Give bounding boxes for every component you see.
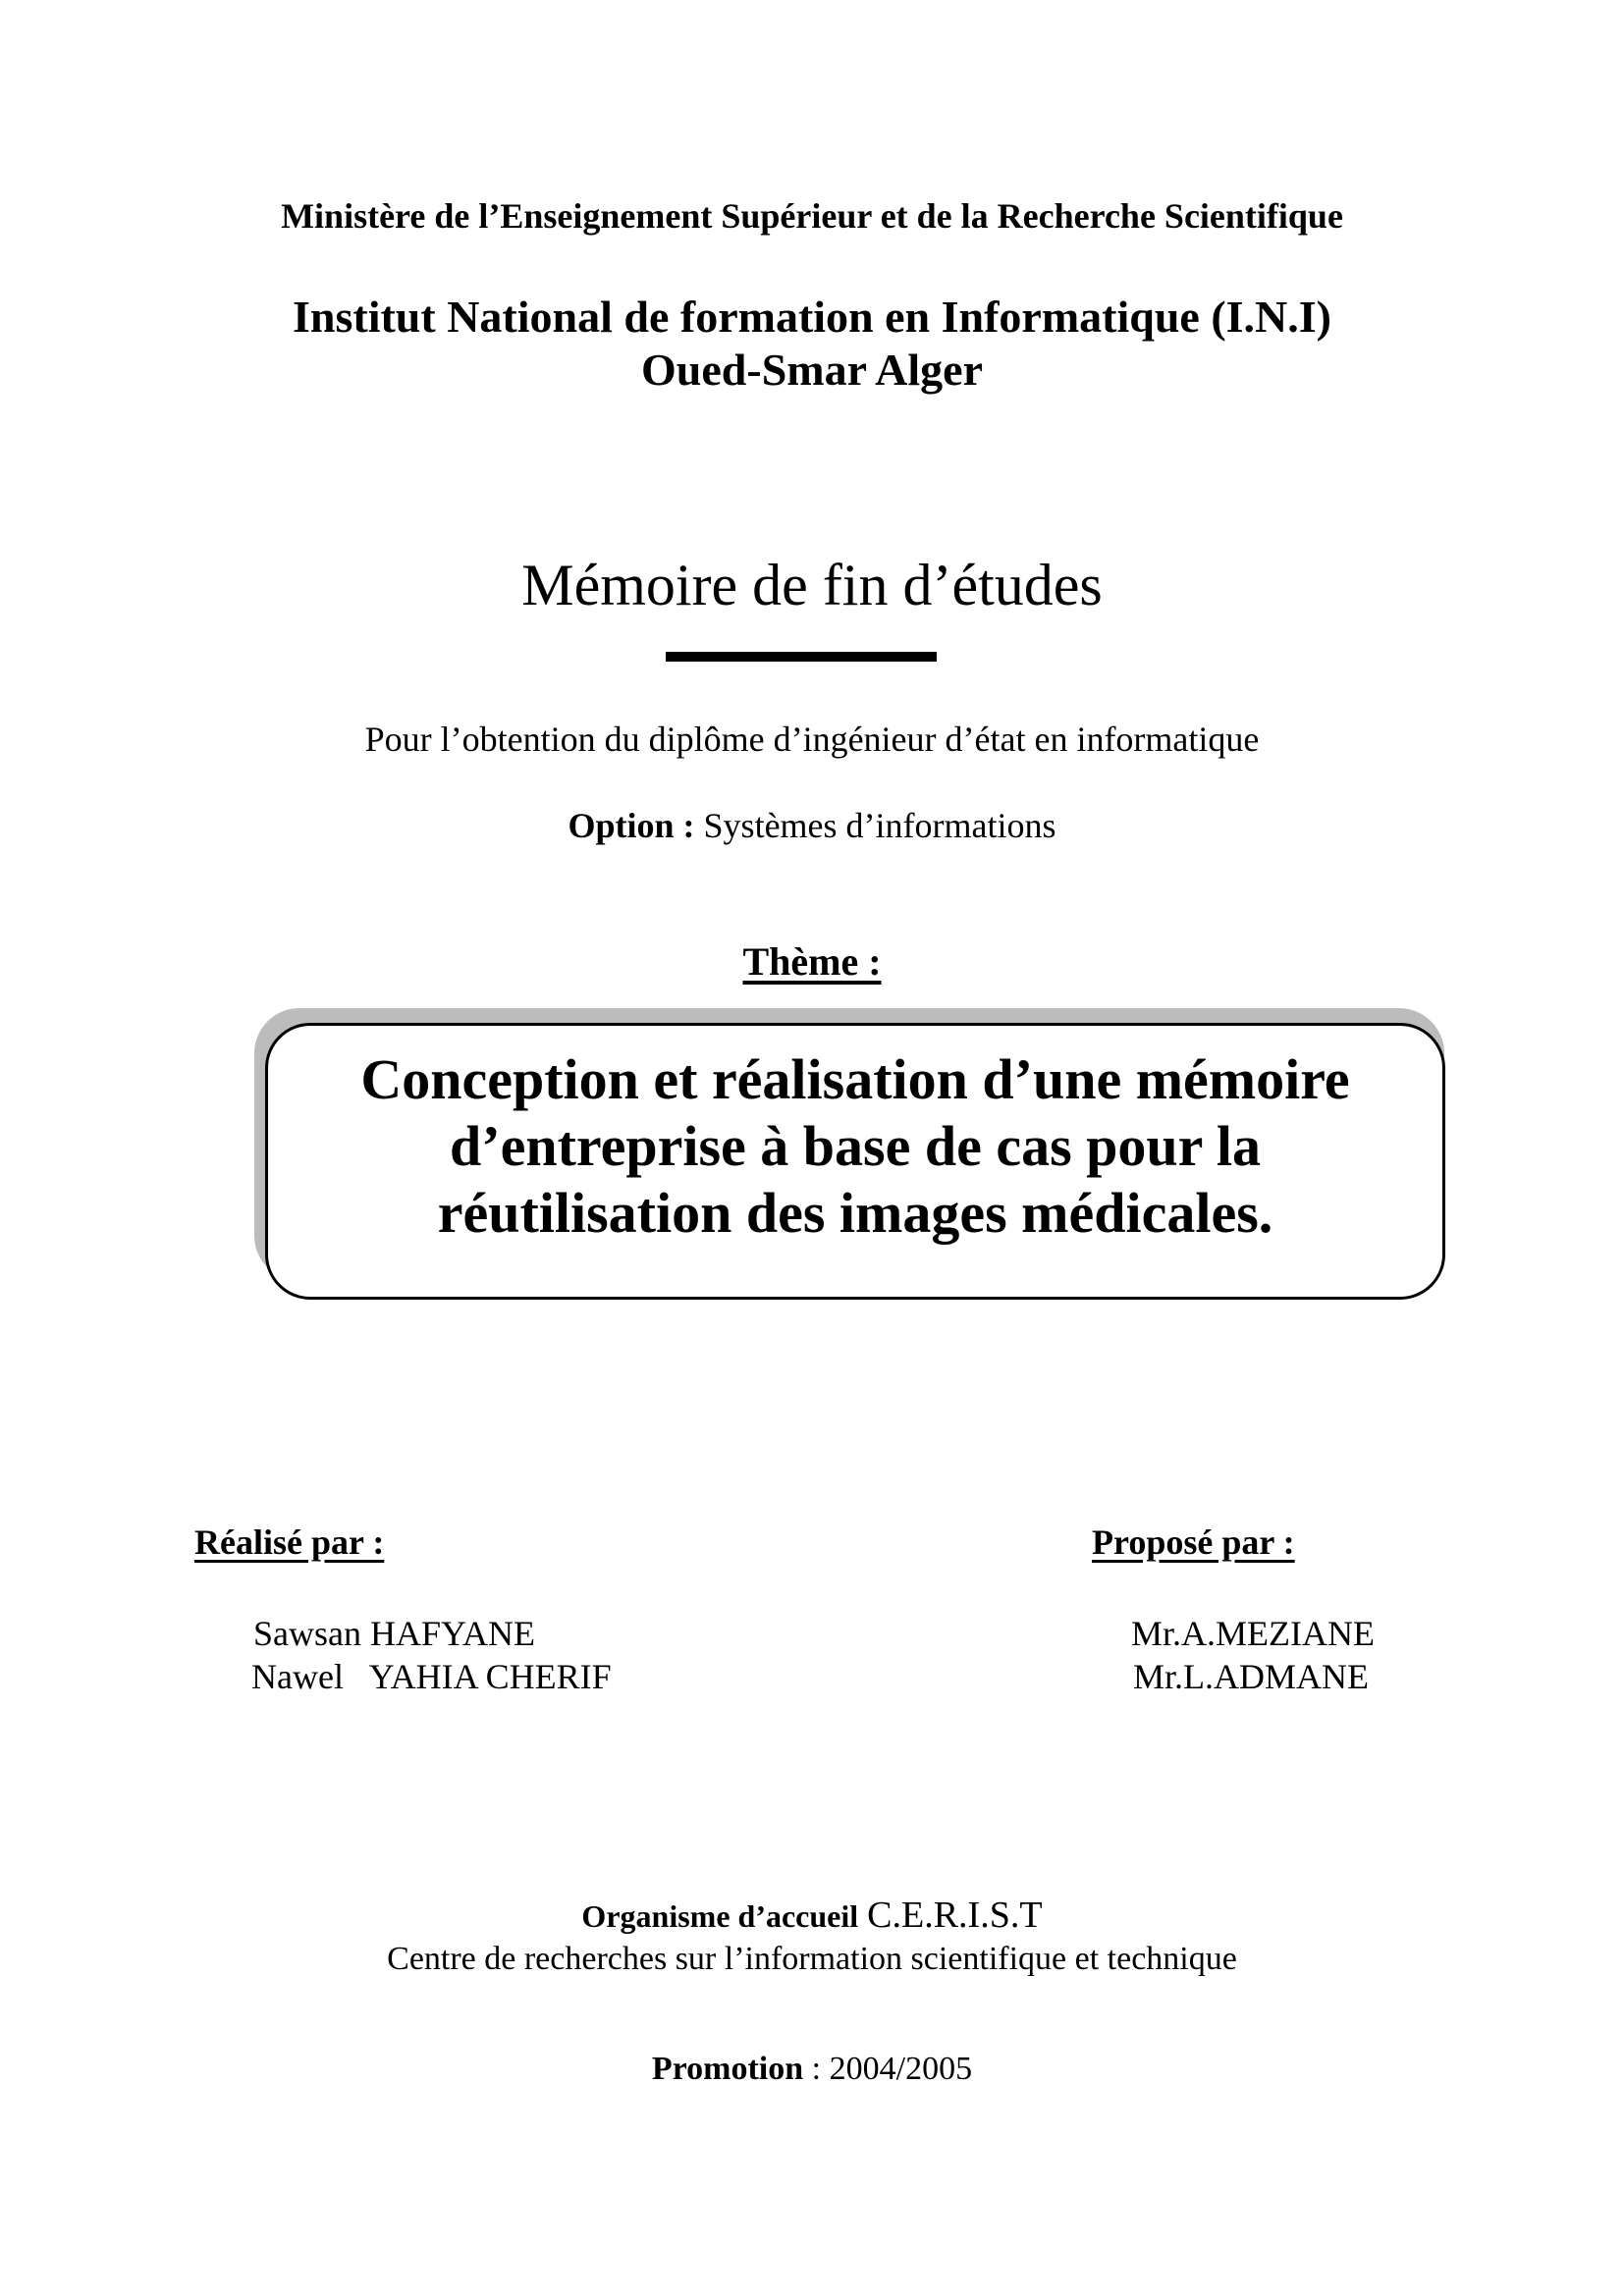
host-label: Organisme d’accueil xyxy=(581,1898,859,1934)
institute-location: Oued-Smar Alger xyxy=(641,345,983,395)
title-underline-rule xyxy=(666,652,937,662)
authors-label: Réalisé par : xyxy=(194,1522,385,1562)
theme-title-line: d’entreprise à base de cas pour la xyxy=(450,1114,1261,1178)
host-description: Centre de recherches sur l’information scientifique et technique xyxy=(387,1941,1237,1977)
option-label: Option : xyxy=(568,806,695,845)
document-title: Mémoire de fin d’études xyxy=(521,553,1103,617)
degree-purpose: Pour l’obtention du diplôme d’ingénieur d’état en informatique xyxy=(364,720,1260,759)
theme-heading: Thème : xyxy=(742,939,882,984)
promotion-year: 2004/2005 xyxy=(829,2051,973,2087)
ministry-heading: Ministère de l’Enseignement Supérieur et de la Recherche Scientifique xyxy=(281,196,1343,236)
supervisor-name: Mr.L.ADMANE xyxy=(1133,1657,1369,1696)
promotion-line xyxy=(0,2048,1624,2091)
supervisor-name: Mr.A.MEZIANE xyxy=(1131,1614,1375,1653)
host-acronym: C.E.R.I.S.T xyxy=(867,1895,1043,1936)
author-name: Nawel YAHIA CHERIF xyxy=(251,1657,612,1696)
option-line xyxy=(0,803,1624,848)
promotion-label: Promotion xyxy=(651,2051,804,2087)
promotion-separator: : xyxy=(803,2051,830,2087)
institute-name: Institut National de formation en Informatique (I.N.I) xyxy=(293,292,1331,342)
option-value: Systèmes d’informations xyxy=(703,806,1056,845)
theme-title-line: réutilisation des images médicales. xyxy=(437,1181,1273,1245)
theme-title-line: Conception et réalisation d’une mémoire xyxy=(360,1047,1350,1111)
supervisors-label: Proposé par : xyxy=(1092,1522,1295,1562)
author-name: Sawsan HAFYANE xyxy=(253,1614,535,1653)
theme-title xyxy=(265,1046,1445,1247)
host-organization-line xyxy=(0,1893,1624,1939)
